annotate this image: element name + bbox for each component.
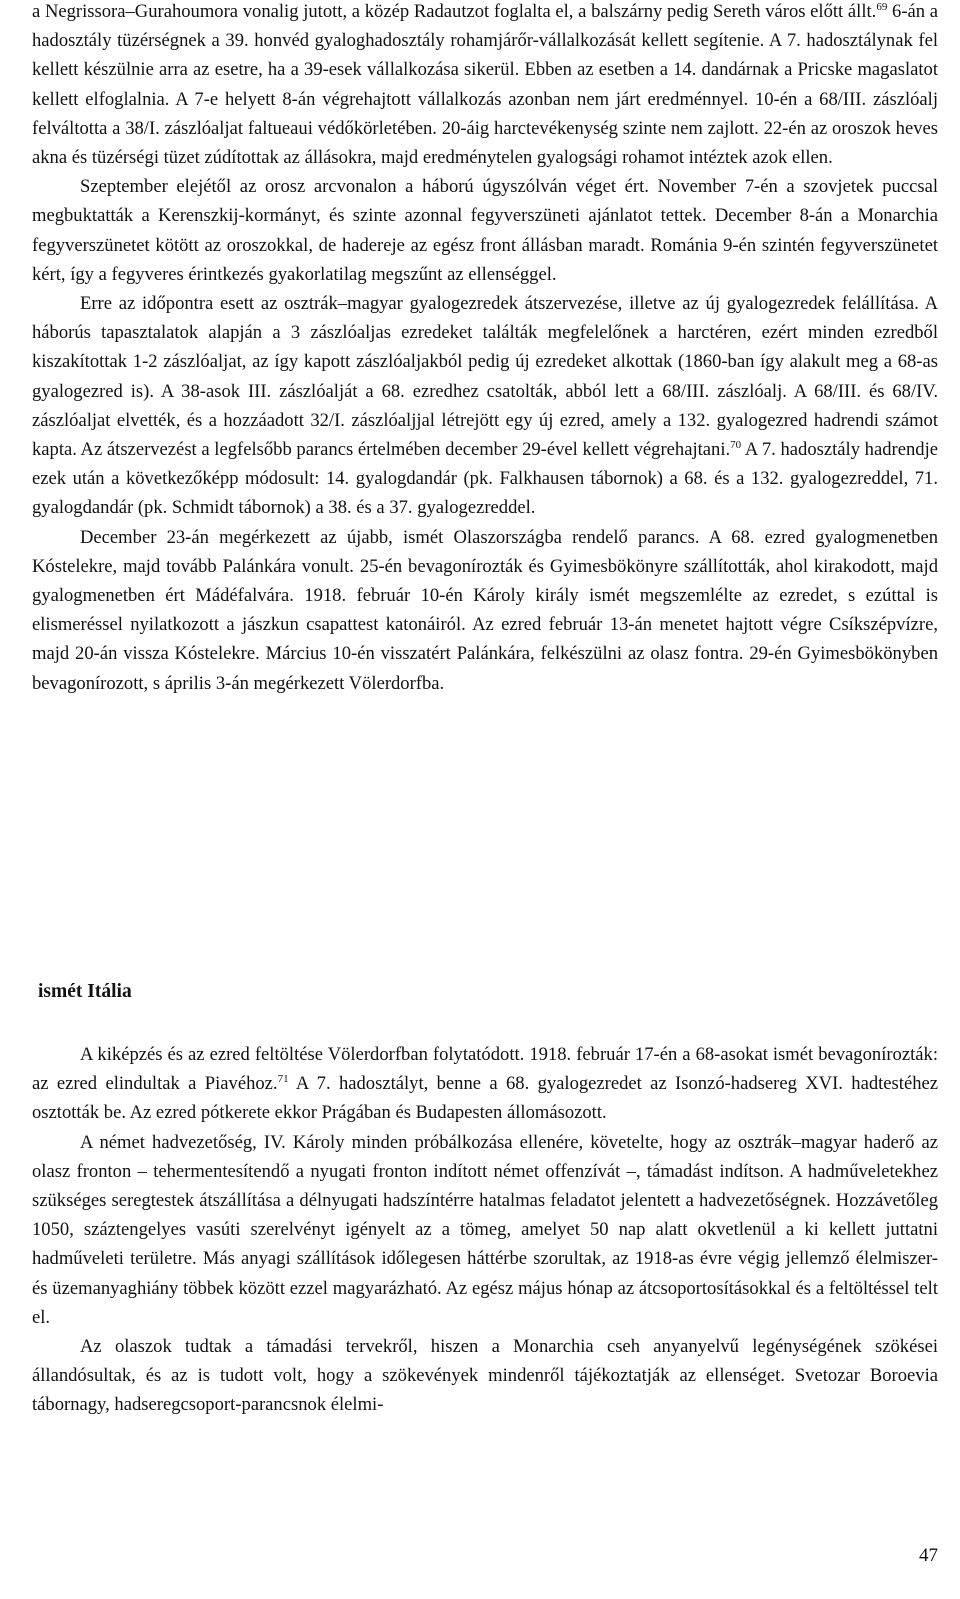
paragraph: A német hadvezetőség, IV. Károly minden próbálkozása ellenére, követelte, hogy az osztrák–magyar haderő az olasz fronton – tehermentesítendő a nyugati fronton indított német offenzívát –, támadást indítson. A hadműveletekhez szükséges seregtestek átszállítása a délnyugati hadszíntérre hatalmas feladatot jelentett a hadvezetőségnek. Hozzávetőleg 1050, száztengelyes vasúti szerelvényt igényelt az a tömeg, amelyet 50 nap alatt okvetlenül a ki kellett juttatni hadműveleti területre. Más anyagi szállítások időlegesen háttérbe szorultak, az 1918-as évre végig jellemző élelmiszer- és üzemanyaghiány többek között ezzel magyarázható. Az egész május hónap az átcsoportosításokkal és a feltöltéssel telt el. bbox=[32, 1131, 938, 1328]
body-text-section-2 bbox=[32, 1040, 938, 1420]
paragraph-text: 6-án a hadosztály tüzérségnek a 39. honvéd gyaloghadosztály rohamjárőr-vállalkozását kellett segítenie. A 7. hadosztálynak fel kellett készülnie arra az esetre, ha a 39-esek vállalkozása sikerül. Ebben az esetben a 14. dandárnak a Pricske magaslatot kellett elfoglalnia. A 7-e helyett 8-án végrehajtott vállalkozás azonban nem járt eredménnyel. 10-én a 68/III. zászlóalj felváltotta a 38/I. zászlóaljat faltueaui védőkörletében. 20-áig harctevékenység szinte nem zajlott. 22-én az oroszok heves akna és tüzérségi tüzet zúdítottak az állásokra, majd eredménytelen gyalogsági rohamot intéztek azok ellen. bbox=[32, 1, 939, 169]
paragraph-text: A 7. hadosztályt, benne a 68. gyalogezredet az Isonzó-hadsereg XVI. hadtestéhez osztották be. Az ezred pótkerete ekkor Prágában és Budapesten állomásozott. bbox=[32, 1073, 938, 1124]
page-number: 47 bbox=[919, 1545, 938, 1566]
paragraph bbox=[32, 289, 938, 523]
paragraph bbox=[32, 1040, 938, 1128]
paragraph: Az olaszok tudtak a támadási tervekről, hiszen a Monarchia cseh anyanyelvű legénységének szökései állandósultak, és az is tudott volt, hogy a szökevények mindenről tájékoztatják az ellenséget. Svetozar Boroevia tábornagy, hadseregcsoport-parancsnok élelmi- bbox=[32, 1336, 938, 1416]
paragraph-text: A 7. hadosztály hadrendje ezek után a következőképp módosult: 14. gyalogdandár (pk. Falkhausen tábornok) a 68. és a 132. gyalogezreddel, 71. gyalogdandár (pk. Schmidt tábornok) a 38. és a 37. gyalogezreddel. bbox=[32, 439, 938, 519]
footnote-ref-70[interactable]: 70 bbox=[730, 439, 742, 452]
paragraph-continuation bbox=[32, 0, 938, 172]
footnote-ref-71[interactable]: 71 bbox=[277, 1073, 289, 1086]
paragraph: December 23-án megérkezett az újabb, ismét Olaszországba rendelő parancs. A 68. ezred gyalogmenetben Kóstelekre, majd tovább Palánkára vonult. 25-én bevagonírozták és Gyimesbökönyre szállították, ahol kirakodott, majd gyalogmenetben ért Mádéfalvára. 1918. február 10-én Károly király ismét megszemlélte az ezredet, s ezúttal is elismeréssel nyilatkozott a jászkun csapattest katonáiról. Az ezred február 13-án menetet hajtott végre Csíkszépvízre, majd 20-án vissza Kóstelekre. Március 10-én visszatért Palánkára, felkészülni az olasz fontra. 29-én Gyimesbökönyben bevagonírozott, s április 3-án megérkezett Völerdorfba. bbox=[32, 526, 938, 694]
footnote-ref-69[interactable]: 69 bbox=[876, 1, 888, 13]
paragraph-text: Erre az időpontra esett az osztrák–magyar gyalogezredek átszervezése, illetve az új gyalogezredek felállítása. A háborús tapasztalatok alapján a 3 zászlóaljas ezredeket találták megfelelőnek a harctéren, ezért minden ezredből kiszakítottak 1-2 zászlóaljat, az így kapott zászlóaljakból pedig új ezredeket alkottak (1860-ban így alakult meg a 68-as gyalogezred is). A 38-asok III. zászlóalját a 68. ezredhez csatolták, abból lett a 68/III. zászlóalj. A 68/III. és 68/IV. zászlóaljat elvették, és a hozzáadott 32/I. zászlóaljjal létrejött egy új ezred, amely a 132. gyalogezred hadrendi számot kapta. Az átszervezést a legfelsőbb parancs értelmében december 29-ével kellett végrehajtani. bbox=[32, 293, 938, 461]
body-text-section-1 bbox=[32, 0, 938, 698]
paragraph: Szeptember elejétől az orosz arcvonalon a háború úgyszólván véget ért. November 7-én a szovjetek puccsal megbuktatták a Kerenszkij-kormányt, és szinte azonnal fegyverszüneti ajánlatot tettek. December 8-án a Monarchia fegyverszünetet kötött az oroszokkal, de hadereje az egész front állásban maradt. Románia 9-én szintén fegyverszünetet kért, így a fegyveres érintkezés gyakorlatilag megszűnt az ellenséggel. bbox=[32, 176, 938, 285]
paragraph-text: a Negrissora–Gurahoumora vonalig jutott, a közép Radautzot foglalta el, a balszárny pedig Sereth város előtt állt. bbox=[32, 1, 877, 22]
paragraph-text: A kiképzés és az ezred feltöltése Völerdorfban folytatódott. 1918. február 17-én a 68-asokat ismét bevagonírozták: az ezred elindultak a Piavéhoz. bbox=[32, 1044, 938, 1095]
section-heading: ismét Itália bbox=[38, 981, 132, 1002]
